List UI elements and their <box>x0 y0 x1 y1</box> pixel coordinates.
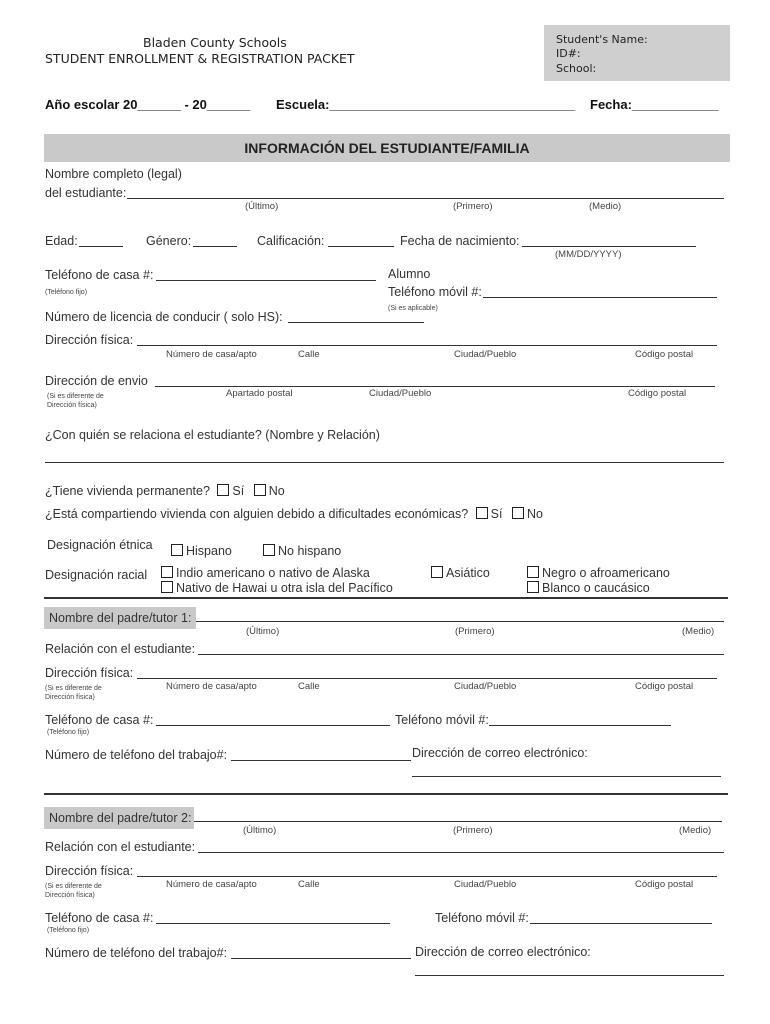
student-first-hint: (Primero) <box>453 201 493 212</box>
box-id: ID#: <box>556 47 581 60</box>
g2-house-no-hint: Número de casa/apto <box>166 879 257 890</box>
housing-yes-label: Sí <box>232 484 245 498</box>
non-hispanic-checkbox[interactable] <box>263 544 275 556</box>
g1-zip-hint: Código postal <box>635 681 694 692</box>
box-student-name: Student's Name: <box>556 33 648 46</box>
g1-address-field[interactable] <box>137 678 717 679</box>
mail-address-field[interactable] <box>155 386 715 387</box>
guardian-1-label-bar <box>44 607 196 629</box>
g1-if-different-hint: (Si es diferente de Dirección física) <box>45 685 102 701</box>
po-box-hint: Apartado postal <box>226 388 293 399</box>
relation-answer-field[interactable] <box>45 462 724 463</box>
housing-yes-checkbox[interactable] <box>217 484 229 496</box>
g1-relation-label: Relación con el estudiante: <box>45 642 196 656</box>
student-info-box <box>544 25 730 81</box>
sharing-no-checkbox[interactable] <box>512 507 524 519</box>
license-label: Número de licencia de conducir ( solo HS): <box>45 310 283 324</box>
race-native-option <box>161 566 370 580</box>
section-divider-2 <box>44 793 728 795</box>
guardian-2-name-field[interactable] <box>194 821 722 822</box>
guardian-2-label-bar <box>44 807 194 829</box>
race-asian-option <box>431 566 490 580</box>
race-black-checkbox[interactable] <box>527 566 539 578</box>
sharing-no-label: No <box>526 507 543 521</box>
grade-field[interactable] <box>328 246 394 247</box>
gender-field[interactable] <box>193 246 237 247</box>
dob-hint: (MM/DD/YYYY) <box>555 249 622 260</box>
g1-last-hint: (Último) <box>246 626 280 637</box>
g1-home-phone-label: Teléfono de casa #: <box>45 713 154 727</box>
hispanic-label: Hispano <box>186 544 232 558</box>
g2-work-phone-field[interactable] <box>231 958 411 959</box>
if-applicable-hint: (Si es aplicable) <box>388 305 438 312</box>
race-black-label: Negro o afroamericano <box>542 566 670 580</box>
date-field[interactable]: Fecha:____________ <box>590 97 719 112</box>
g1-home-phone-field[interactable] <box>156 725 390 726</box>
home-phone-label: Teléfono de casa #: <box>45 268 154 282</box>
house-no-hint: Número de casa/apto <box>166 349 257 360</box>
g1-address-label: Dirección física: <box>45 666 134 680</box>
g1-house-no-hint: Número de casa/apto <box>166 681 257 692</box>
section-title: INFORMACIÓN DEL ESTUDIANTE/FAMILIA <box>244 140 530 156</box>
ethnic-hispanic-option <box>171 544 232 558</box>
g1-email-label: Dirección de correo electrónico: <box>412 746 588 760</box>
hispanic-checkbox[interactable] <box>171 544 183 556</box>
housing-no-label: No <box>268 484 285 498</box>
ethnic-non-hispanic-option <box>263 544 341 558</box>
g1-landline-hint: (Teléfono fijo) <box>47 729 90 736</box>
mail-address-label: Dirección de envio <box>45 374 148 388</box>
sharing-yes-label: Sí <box>490 507 503 521</box>
g2-middle-hint: (Medio) <box>679 825 712 836</box>
g2-landline-hint: (Teléfono fijo) <box>47 927 90 934</box>
section-title-bar <box>44 134 730 162</box>
race-pacific-checkbox[interactable] <box>161 581 173 593</box>
dob-field[interactable] <box>522 246 696 247</box>
g1-mobile-field[interactable] <box>489 725 671 726</box>
guardian-2-label: Nombre del padre/tutor 2: <box>49 811 192 825</box>
race-white-label: Blanco o caucásico <box>542 581 650 595</box>
student-mobile-field[interactable] <box>483 297 717 298</box>
license-field[interactable] <box>288 322 424 323</box>
race-asian-label: Asiático <box>446 566 490 580</box>
housing-question-text: ¿Tiene vivienda permanente? <box>45 484 210 498</box>
mail-zip-hint: Código postal <box>628 388 687 399</box>
g2-address-label: Dirección física: <box>45 864 134 878</box>
race-white-checkbox[interactable] <box>527 581 539 593</box>
g2-email-field[interactable] <box>415 975 724 976</box>
g2-street-hint: Calle <box>298 879 320 890</box>
g2-first-hint: (Primero) <box>453 825 493 836</box>
student-mobile-caption: Alumno <box>388 267 431 281</box>
racial-label: Designación racial <box>45 568 148 582</box>
mail-city-hint: Ciudad/Pueblo <box>369 388 432 399</box>
school-year-field[interactable]: Año escolar 20______ - 20______ <box>45 97 251 112</box>
g2-relation-label: Relación con el estudiante: <box>45 840 196 854</box>
city-hint: Ciudad/Pueblo <box>454 349 517 360</box>
guardian-1-name-field[interactable] <box>196 621 724 622</box>
age-label: Edad: <box>45 234 78 248</box>
landline-hint: (Teléfono fijo) <box>45 289 88 296</box>
g2-mobile-label: Teléfono móvil #: <box>435 911 529 925</box>
race-white-option <box>527 581 650 595</box>
non-hispanic-label: No hispano <box>278 544 342 558</box>
student-last-hint: (Último) <box>245 201 279 212</box>
g2-mobile-field[interactable] <box>530 923 712 924</box>
school-field[interactable]: Escuela:__________________________________ <box>276 97 576 112</box>
g2-email-label: Dirección de correo electrónico: <box>415 945 591 959</box>
box-school: School: <box>556 62 597 75</box>
guardian-1-label: Nombre del padre/tutor 1: <box>49 611 192 625</box>
street-hint: Calle <box>298 349 320 360</box>
mobile-label: Teléfono móvil #: <box>388 285 482 299</box>
g1-street-hint: Calle <box>298 681 320 692</box>
race-native-label: Indio americano o nativo de Alaska <box>176 566 370 580</box>
g2-zip-hint: Código postal <box>635 879 694 890</box>
packet-title: STUDENT ENROLLMENT & REGISTRATION PACKET <box>45 51 355 66</box>
g1-work-phone-label: Número de teléfono del trabajo#: <box>45 748 228 762</box>
zip-hint: Código postal <box>635 349 694 360</box>
g1-relation-field[interactable] <box>198 654 724 655</box>
g1-mobile-label: Teléfono móvil #: <box>395 713 489 727</box>
student-middle-hint: (Medio) <box>589 201 622 212</box>
dob-label: Fecha de nacimiento: <box>400 234 520 248</box>
section-divider-1 <box>44 597 728 599</box>
sharing-question-text: ¿Está compartiendo vivienda con alguien debido a dificultades económicas? <box>45 507 469 521</box>
race-asian-checkbox[interactable] <box>431 566 443 578</box>
g2-if-different-hint: (Si es diferente de Dirección física) <box>45 883 102 899</box>
race-pacific-option <box>161 581 393 595</box>
race-pacific-label: Nativo de Hawai u otra isla del Pacífico <box>176 581 393 595</box>
sharing-question <box>45 507 543 521</box>
sharing-yes-checkbox[interactable] <box>476 507 488 519</box>
ethnic-label: Designación étnica <box>47 538 153 552</box>
g2-address-field[interactable] <box>137 876 717 877</box>
g2-home-phone-label: Teléfono de casa #: <box>45 911 154 925</box>
student-fullname-field[interactable] <box>127 198 724 199</box>
fullname-label-2: del estudiante: <box>45 186 127 200</box>
race-black-option <box>527 566 670 580</box>
gender-label: Género: <box>146 234 192 248</box>
address-label: Dirección física: <box>45 333 134 347</box>
g1-email-field[interactable] <box>412 776 721 777</box>
home-phone-field[interactable] <box>156 280 376 281</box>
housing-no-checkbox[interactable] <box>254 484 266 496</box>
g2-city-hint: Ciudad/Pueblo <box>454 879 517 890</box>
student-address-field[interactable] <box>137 345 717 346</box>
fullname-label-1: Nombre completo (legal) <box>45 167 182 181</box>
g2-relation-field[interactable] <box>198 852 724 853</box>
housing-question <box>45 484 285 498</box>
g2-home-phone-field[interactable] <box>156 923 390 924</box>
relation-question: ¿Con quién se relaciona el estudiante? (Nombre y Relación) <box>45 428 380 442</box>
g2-last-hint: (Último) <box>243 825 277 836</box>
g1-middle-hint: (Medio) <box>682 626 715 637</box>
g2-work-phone-label: Número de teléfono del trabajo#: <box>45 946 228 960</box>
g1-work-phone-field[interactable] <box>231 760 411 761</box>
g1-first-hint: (Primero) <box>455 626 495 637</box>
grade-label: Calificación: <box>257 234 325 248</box>
district-name: Bladen County Schools <box>143 35 287 50</box>
race-native-checkbox[interactable] <box>161 566 173 578</box>
if-different-hint: (Si es diferente de Dirección física) <box>47 393 104 409</box>
age-field[interactable] <box>79 246 123 247</box>
g1-city-hint: Ciudad/Pueblo <box>454 681 517 692</box>
